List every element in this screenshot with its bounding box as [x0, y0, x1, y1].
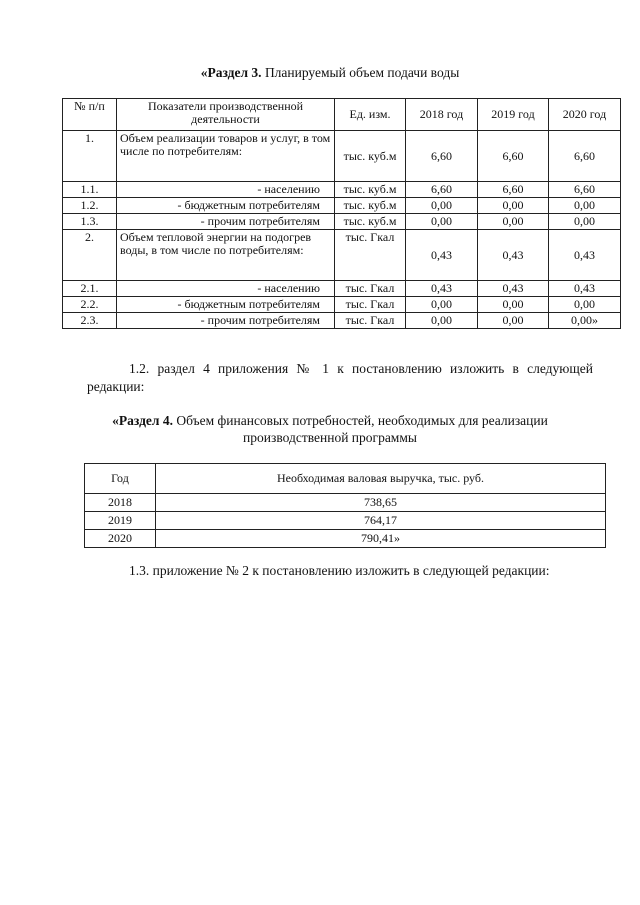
row-value: 764,17 — [156, 512, 606, 530]
row-value: 790,41» — [156, 530, 606, 548]
section3-title-bold: «Раздел 3. — [200, 65, 262, 80]
row-2020: 6,60 — [549, 182, 621, 198]
row-name: - населению — [117, 182, 335, 198]
section4-header-row — [85, 464, 606, 494]
row-name: Объем тепловой энергии на подогрев воды, в том числе по потребителям: — [117, 230, 335, 281]
row-unit: тыс. куб.м — [335, 214, 406, 230]
table-row — [63, 281, 621, 297]
row-no: 2.3. — [63, 313, 117, 329]
section3-table — [62, 98, 621, 329]
header-2018: 2018 год — [406, 99, 478, 131]
table-row — [63, 313, 621, 329]
row-2019: 6,60 — [478, 182, 549, 198]
row-year: 2020 — [85, 530, 156, 548]
row-no: 1.2. — [63, 198, 117, 214]
row-no: 2.1. — [63, 281, 117, 297]
row-value: 738,65 — [156, 494, 606, 512]
header-indicator: Показатели производственной деятельности — [117, 99, 335, 131]
section4-title — [60, 412, 600, 446]
table-row — [63, 131, 621, 182]
row-unit: тыс. Гкал — [335, 281, 406, 297]
paragraph-1-3-text: 1.3. приложение № 2 к постановлению изложить в следующей редакции: — [129, 563, 550, 578]
row-name: - бюджетным потребителям — [117, 198, 335, 214]
section4-title-text: Объем финансовых потребностей, необходимых для реализации производственной программы — [172, 413, 548, 445]
table-row — [85, 530, 606, 548]
header-revenue: Необходимая валовая выручка, тыс. руб. — [156, 464, 606, 494]
row-2019: 0,00 — [478, 297, 549, 313]
row-2020: 6,60 — [549, 131, 621, 182]
row-2019: 0,00 — [478, 198, 549, 214]
header-no: № п/п — [63, 99, 117, 131]
row-2018: 6,60 — [406, 182, 478, 198]
header-year: Год — [85, 464, 156, 494]
row-2020: 0,00 — [549, 198, 621, 214]
section3-title-text: Планируемый объем подачи воды — [261, 65, 460, 80]
table-row — [63, 198, 621, 214]
row-no: 1.3. — [63, 214, 117, 230]
section3-title — [60, 64, 600, 81]
row-2019: 0,00 — [478, 313, 549, 329]
row-2018: 6,60 — [406, 131, 478, 182]
table-row — [85, 512, 606, 530]
row-name: - прочим потребителям — [117, 313, 335, 329]
row-2020: 0,43 — [549, 230, 621, 281]
section4-table — [84, 463, 606, 548]
row-2018: 0,00 — [406, 297, 478, 313]
row-unit: тыс. куб.м — [335, 182, 406, 198]
row-unit: тыс. куб.м — [335, 131, 406, 182]
row-2018: 0,00 — [406, 313, 478, 329]
row-2020: 0,00 — [549, 214, 621, 230]
row-unit: тыс. Гкал — [335, 313, 406, 329]
row-2019: 6,60 — [478, 131, 549, 182]
row-year: 2019 — [85, 512, 156, 530]
row-2019: 0,43 — [478, 230, 549, 281]
row-no: 1.1. — [63, 182, 117, 198]
row-no: 1. — [63, 131, 117, 182]
row-unit: тыс. Гкал — [335, 230, 406, 281]
table-row — [63, 182, 621, 198]
row-no: 2.2. — [63, 297, 117, 313]
header-2019: 2019 год — [478, 99, 549, 131]
row-2019: 0,43 — [478, 281, 549, 297]
row-name: - населению — [117, 281, 335, 297]
row-2019: 0,00 — [478, 214, 549, 230]
row-unit: тыс. Гкал — [335, 297, 406, 313]
header-unit: Ед. изм. — [335, 99, 406, 131]
row-2020: 0,00» — [549, 313, 621, 329]
table-row — [63, 297, 621, 313]
table-row — [63, 230, 621, 281]
header-2020: 2020 год — [549, 99, 621, 131]
row-2018: 0,43 — [406, 230, 478, 281]
row-name: Объем реализации товаров и услуг, в том числе по потребителям: — [117, 131, 335, 182]
paragraph-1-2-text: 1.2. раздел 4 приложения № 1 к постановлению изложить в следующей редакции: — [87, 361, 593, 394]
row-2018: 0,00 — [406, 198, 478, 214]
row-year: 2018 — [85, 494, 156, 512]
row-2018: 0,00 — [406, 214, 478, 230]
section3-header-row — [63, 99, 621, 131]
row-name: - бюджетным потребителям — [117, 297, 335, 313]
row-no: 2. — [63, 230, 117, 281]
paragraph-1-3 — [87, 562, 593, 580]
table-row — [63, 214, 621, 230]
row-2020: 0,00 — [549, 297, 621, 313]
paragraph-1-2 — [87, 360, 593, 396]
row-2018: 0,43 — [406, 281, 478, 297]
table-row — [85, 494, 606, 512]
row-name: - прочим потребителям — [117, 214, 335, 230]
row-2020: 0,43 — [549, 281, 621, 297]
section4-title-bold: «Раздел 4. — [112, 413, 173, 428]
row-unit: тыс. куб.м — [335, 198, 406, 214]
